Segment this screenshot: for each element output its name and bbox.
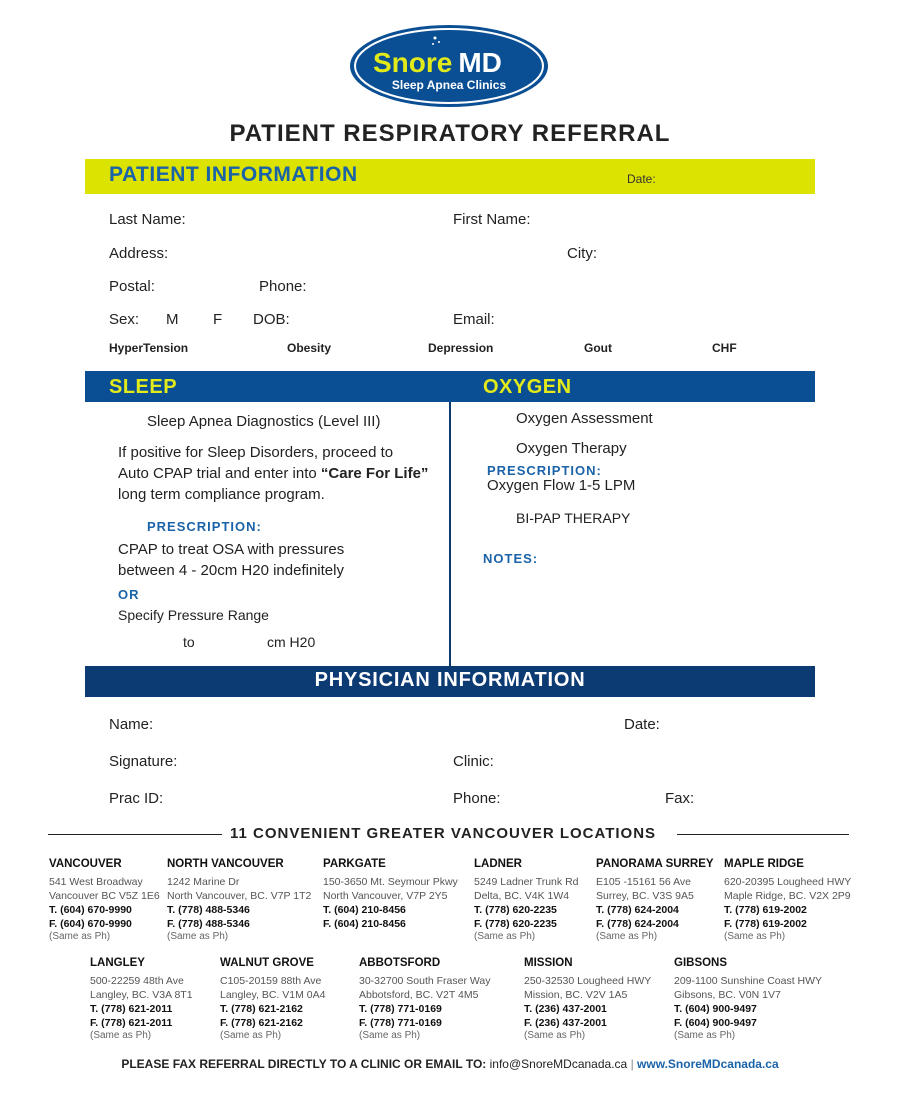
footer-website-link[interactable]: www.SnoreMDcanada.ca (637, 1057, 779, 1071)
oxygen-prescription-heading: PRESCRIPTION: (487, 463, 602, 478)
clinic-city: Gibsons, BC. V0N 1V7 (674, 989, 781, 1001)
clinic-tel: T. (778) 624-2004 (596, 904, 679, 916)
sleep-heading: SLEEP (109, 376, 178, 398)
clinic-mission (524, 956, 651, 1041)
clinic-tel: T. (604) 670-9990 (49, 904, 132, 916)
locations-rule-left (48, 834, 222, 835)
clinic-name: PANORAMA SURREY (596, 858, 714, 870)
clinic-langley (90, 956, 193, 1041)
clinic-tel: T. (778) 619-2002 (724, 904, 807, 916)
clinic-address: 500-22259 48th Ave (90, 975, 184, 987)
clinic-address: C105-20159 88th Ave (220, 975, 322, 987)
clinic-name: GIBSONS (674, 957, 728, 969)
locations-rule-right (677, 834, 849, 835)
clinic-note: (Same as Ph) (474, 931, 536, 942)
sleep-diagnostics-option[interactable]: Sleep Apnea Diagnostics (Level III) (147, 413, 381, 430)
clinic-vancouver (49, 857, 160, 942)
clinic-fax: F. (778) 620-2235 (474, 918, 557, 930)
clinic-city: Delta, BC. V4K 1W4 (474, 890, 570, 902)
clinic-name: PARKGATE (323, 858, 386, 870)
clinic-parkgate (323, 857, 458, 931)
logo-md: MD (458, 47, 502, 78)
condition-obesity[interactable]: Obesity (287, 341, 332, 355)
clinic-fax: F. (236) 437-2001 (524, 1017, 607, 1029)
column-divider (449, 402, 451, 666)
clinic-address: 250-32530 Lougheed HWY (524, 975, 652, 987)
clinic-name: NORTH VANCOUVER (167, 858, 284, 870)
clinic-tel: T. (778) 621-2011 (90, 1003, 173, 1015)
prac-id-label: Prac ID: (109, 790, 164, 807)
logo-tagline: Sleep Apnea Clinics (391, 78, 507, 92)
clinic-address: 1242 Marine Dr (167, 876, 240, 888)
clinic-fax: F. (604) 900-9497 (674, 1017, 757, 1029)
clinic-ladner (474, 857, 579, 942)
clinic-fax: F. (778) 488-5346 (167, 918, 250, 930)
clinic-tel: T. (604) 210-8456 (323, 904, 406, 916)
bipap-therapy-option[interactable]: BI-PAP THERAPY (516, 510, 631, 526)
condition-depression[interactable]: Depression (428, 341, 494, 355)
clinic-tel: T. (778) 488-5346 (167, 904, 250, 916)
sleep-positive-line2 (118, 463, 428, 484)
sleep-positive-line3: long term compliance program. (118, 486, 325, 503)
pressure-to-label: to (183, 634, 195, 650)
clinic-address: 209-1100 Sunshine Coast HWY (674, 975, 823, 987)
clinic-address: 541 West Broadway (49, 876, 143, 888)
footer-separator: | (630, 1057, 634, 1071)
clinic-maple-ridge (724, 857, 851, 942)
clinic-fax: F. (778) 619-2002 (724, 918, 807, 930)
postal-label: Postal: (109, 278, 155, 295)
clinic-name: ABBOTSFORD (359, 957, 441, 969)
sleep-oxygen-bar (85, 371, 815, 402)
clinic-fax: F. (604) 210-8456 (323, 918, 406, 930)
notes-heading: NOTES: (483, 551, 539, 566)
sleep-positive-line1: If positive for Sleep Disorders, proceed to (118, 444, 394, 461)
clinic-panorama-surrey (596, 857, 714, 942)
clinic-city: North Vancouver, V7P 2Y5 (323, 890, 448, 902)
clinic-city: Abbotsford, BC. V2T 4M5 (359, 989, 479, 1001)
condition-chf[interactable]: CHF (712, 341, 737, 355)
logo-name-part1: Sn (373, 47, 409, 78)
clinic-label: Clinic: (453, 753, 494, 770)
clinic-note: (Same as Ph) (220, 1030, 282, 1041)
clinic-address: 620-20395 Lougheed HWY (724, 876, 852, 888)
physician-phone-label: Phone: (453, 790, 501, 807)
clinic-address: 5249 Ladner Trunk Rd (474, 876, 579, 888)
or-label: OR (118, 587, 140, 602)
condition-gout[interactable]: Gout (584, 341, 612, 355)
clinic-address: 150-3650 Mt. Seymour Pkwy (323, 876, 458, 888)
clinic-note: (Same as Ph) (524, 1030, 586, 1041)
care-for-life-text: “Care For Life” (320, 465, 429, 482)
oxygen-heading: OXYGEN (483, 376, 572, 398)
clinic-fax: F. (778) 621-2011 (90, 1017, 173, 1029)
clinic-note: (Same as Ph) (596, 931, 658, 942)
clinic-tel: T. (778) 620-2235 (474, 904, 557, 916)
clinic-note: (Same as Ph) (90, 1030, 152, 1041)
clinic-city: North Vancouver, BC. V7P 1T2 (167, 890, 312, 902)
sex-male-option[interactable]: M (166, 311, 179, 328)
oxygen-flow-text: Oxygen Flow 1-5 LPM (487, 477, 636, 494)
snoremd-logo (349, 24, 549, 108)
clinic-fax: F. (778) 771-0169 (359, 1017, 442, 1029)
clinic-tel: T. (778) 771-0169 (359, 1003, 442, 1015)
clinic-gibsons (674, 956, 822, 1041)
patient-date-label: Date: (627, 172, 656, 186)
clinic-abbotsford (359, 956, 491, 1041)
clinic-tel: T. (778) 621-2162 (220, 1003, 303, 1015)
specify-pressure-option[interactable]: Specify Pressure Range (118, 607, 269, 623)
page-title: PATIENT RESPIRATORY REFERRAL (229, 120, 671, 147)
sleep-prescription-heading: PRESCRIPTION: (147, 519, 262, 534)
clinic-note: (Same as Ph) (49, 931, 111, 942)
oxygen-assessment-option[interactable]: Oxygen Assessment (516, 410, 653, 427)
clinic-note: (Same as Ph) (674, 1030, 736, 1041)
clinic-name: MISSION (524, 957, 573, 969)
oxygen-therapy-option[interactable]: Oxygen Therapy (516, 440, 627, 457)
clinic-city: Langley, BC. V1M 0A4 (220, 989, 326, 1001)
first-name-label: First Name: (453, 211, 531, 228)
patient-info-heading: PATIENT INFORMATION (109, 163, 358, 186)
sex-female-option[interactable]: F (213, 311, 223, 328)
clinic-name: LANGLEY (90, 957, 145, 969)
footer-instruction: PLEASE FAX REFERRAL DIRECTLY TO A CLINIC OR EMAIL TO: (121, 1057, 487, 1071)
clinic-note: (Same as Ph) (724, 931, 786, 942)
email-label: Email: (453, 311, 495, 328)
clinic-name: LADNER (474, 858, 522, 870)
clinic-city: Surrey, BC. V3S 9A5 (596, 890, 694, 902)
clinic-walnut-grove (220, 956, 325, 1041)
phone-label: Phone: (259, 278, 307, 295)
physician-date-label: Date: (624, 716, 660, 733)
footer-email-link[interactable]: info@SnoreMDcanada.ca (489, 1057, 628, 1071)
clinic-city: Mission, BC. V2V 1A5 (524, 989, 628, 1001)
clinic-city: Langley, BC. V3A 8T1 (90, 989, 193, 1001)
clinic-city: Maple Ridge, BC. V2X 2P9 (724, 890, 851, 902)
clinic-name: MAPLE RIDGE (724, 858, 804, 870)
clinic-fax: F. (778) 624-2004 (596, 918, 679, 930)
footer (0, 1057, 900, 1071)
dob-label: DOB: (253, 311, 290, 328)
clinic-name: VANCOUVER (49, 858, 122, 870)
logo-emblem (349, 24, 549, 108)
logo-o-moon: o (408, 47, 426, 78)
signature-label: Signature: (109, 753, 178, 770)
sex-label: Sex: (109, 311, 140, 328)
physician-name-label: Name: (109, 716, 154, 733)
pressure-cm-label: cm H20 (267, 634, 316, 650)
condition-hypertension[interactable]: HyperTension (109, 341, 189, 355)
physician-info-heading: PHYSICIAN INFORMATION (314, 669, 586, 691)
clinic-note: (Same as Ph) (167, 931, 229, 942)
clinic-fax: F. (778) 621-2162 (220, 1017, 303, 1029)
clinic-address: E105 -15161 56 Ave (596, 876, 691, 888)
clinic-address: 30-32700 South Fraser Way (359, 975, 491, 987)
clinic-north-vancouver (167, 857, 311, 942)
cpap-line1[interactable]: CPAP to treat OSA with pressures (118, 541, 345, 558)
sleep-positive-line2-text: Auto CPAP trial and enter into (118, 465, 321, 482)
clinic-fax: F. (604) 670-9990 (49, 918, 132, 930)
cpap-line2: between 4 - 20cm H20 indefinitely (118, 562, 344, 579)
clinic-tel: T. (236) 437-2001 (524, 1003, 607, 1015)
last-name-label: Last Name: (109, 211, 186, 228)
city-label: City: (567, 245, 597, 262)
clinic-name: WALNUT GROVE (220, 957, 314, 969)
clinic-city: Vancouver BC V5Z 1E6 (49, 890, 160, 902)
physician-fax-label: Fax: (665, 790, 695, 807)
locations-heading: 11 CONVENIENT GREATER VANCOUVER LOCATIONS (230, 825, 657, 842)
clinic-tel: T. (604) 900-9497 (674, 1003, 757, 1015)
svg-text:SnoreMD (373, 47, 502, 78)
address-label: Address: (109, 245, 169, 262)
logo-name-part2: re (425, 47, 453, 78)
clinic-note: (Same as Ph) (359, 1030, 421, 1041)
